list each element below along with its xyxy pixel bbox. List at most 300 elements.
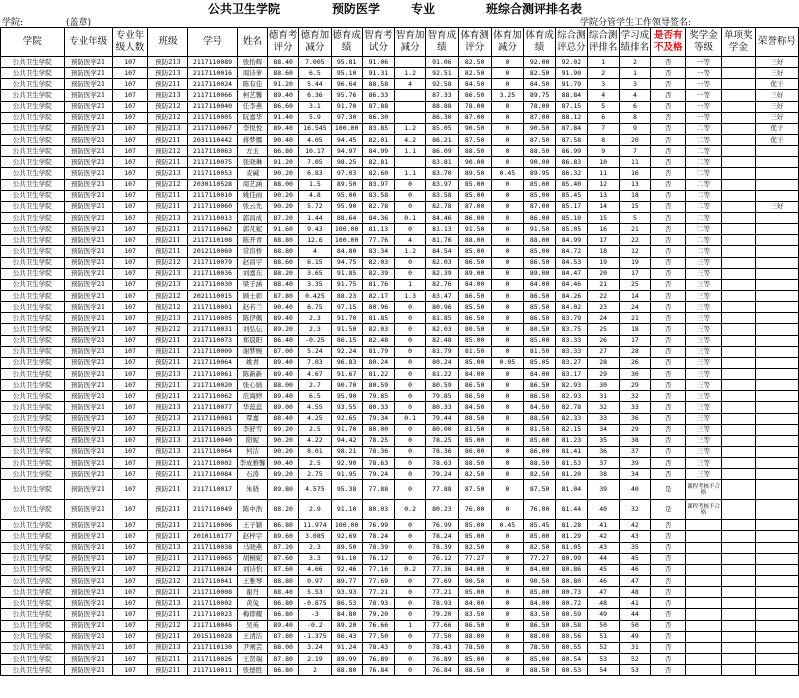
table-cell: 预防213 [148, 57, 188, 68]
table-cell: 三等 [686, 391, 722, 402]
table-cell: 0 [491, 480, 524, 500]
table-cell: 77.21 [425, 587, 458, 598]
column-header: 学号 [188, 28, 237, 57]
table-cell [755, 268, 798, 279]
table-cell: 马晓燕 [237, 542, 268, 553]
table-cell: 51 [587, 631, 619, 642]
table-cell: 45 [587, 564, 619, 575]
table-cell: 陈有佳 [237, 79, 268, 90]
table-cell: 0 [395, 609, 426, 620]
table-cell: 2117110062 [188, 224, 237, 235]
table-cell: 否 [651, 224, 686, 235]
table-cell: 107 [112, 101, 148, 112]
table-cell: 否 [651, 458, 686, 469]
table-cell: 预防医学21 [64, 279, 112, 290]
table-cell: 预防医学21 [64, 90, 112, 101]
table-cell: 0.97 [299, 576, 332, 587]
table-cell: 陈伊佩 [237, 313, 268, 324]
table-cell: 2117110079 [188, 257, 237, 268]
table-cell: 0 [395, 654, 426, 665]
table-cell: 0.1 [395, 413, 426, 424]
table-cell: 107 [112, 168, 148, 179]
table-cell: 公共卫生学院 [1, 212, 65, 223]
table-cell: 0 [491, 268, 524, 279]
table-cell: 0 [395, 598, 426, 609]
table-cell: 79.20 [362, 609, 395, 620]
table-cell: 84.53 [556, 257, 588, 268]
table-cell [721, 620, 755, 631]
table-cell: 预防医学21 [64, 402, 112, 413]
table-cell [755, 520, 798, 531]
table-row [1, 587, 799, 598]
column-header: 姓名 [237, 28, 268, 57]
table-cell: 预防医学21 [64, 480, 112, 500]
table-cell: 83.75 [556, 324, 588, 335]
table-cell: 79.44 [425, 413, 458, 424]
table-cell: 预防医学21 [64, 112, 112, 123]
table-cell: 三等 [686, 290, 722, 301]
table-cell: 1 [587, 57, 619, 68]
table-cell: 80.96 [362, 302, 395, 313]
table-cell: 82.50 [524, 68, 556, 79]
table-cell: 88.12 [556, 112, 588, 123]
table-cell: 王清洁 [237, 631, 268, 642]
table-cell [686, 531, 722, 542]
table-cell: 吴英 [237, 620, 268, 631]
table-cell: 姚青 [237, 357, 268, 368]
table-cell: 5 [619, 212, 651, 223]
table-cell: 90.50 [458, 576, 491, 587]
table-cell: 2117110024 [188, 564, 237, 575]
table-cell: 84.50 [458, 79, 491, 90]
table-cell: -0.2 [299, 620, 332, 631]
table-cell: 80.33 [362, 402, 395, 413]
table-row [1, 391, 799, 402]
table-cell: 5.53 [299, 587, 332, 598]
table-cell: 否 [651, 553, 686, 564]
table-cell: 89.40 [268, 313, 299, 324]
table-cell: 89.40 [268, 90, 299, 101]
table-cell: 0 [491, 435, 524, 446]
table-cell: 0 [395, 313, 426, 324]
table-cell [721, 553, 755, 564]
table-cell: 107 [112, 609, 148, 620]
table-cell: 90.00 [458, 157, 491, 168]
table-cell: 107 [112, 500, 148, 520]
table-cell: 预防213 [148, 168, 188, 179]
table-cell: 85.00 [458, 520, 491, 531]
table-cell: 公共卫生学院 [1, 665, 65, 676]
table-cell: 77.21 [362, 587, 395, 598]
table-cell: 107 [112, 380, 148, 391]
table-cell: 否 [651, 609, 686, 620]
table-cell: 107 [112, 246, 148, 257]
table-cell: 常资桥 [237, 246, 268, 257]
table-cell: 86.50 [524, 380, 556, 391]
table-cell: 0 [491, 235, 524, 246]
table-cell: 85.00 [524, 179, 556, 190]
table-row [1, 224, 799, 235]
table-cell: 32 [587, 402, 619, 413]
table-cell: 89.40 [268, 368, 299, 379]
table-cell: 11.974 [299, 520, 332, 531]
table-cell [686, 542, 722, 553]
table-cell: 34 [619, 469, 651, 480]
table-cell [395, 157, 426, 168]
table-cell [721, 190, 755, 201]
table-cell: 107 [112, 480, 148, 500]
table-cell: 预防医学21 [64, 302, 112, 313]
table-cell: 0 [395, 520, 426, 531]
table-cell: 84.00 [524, 598, 556, 609]
table-cell: 6.83 [299, 168, 332, 179]
table-cell: 86.60 [268, 101, 299, 112]
table-row [1, 469, 799, 480]
table-cell: 预防212 [148, 324, 188, 335]
table-cell: 预防医学21 [64, 469, 112, 480]
table-cell: 0 [395, 469, 426, 480]
table-cell: 三等 [686, 279, 722, 290]
table-cell: 二等 [686, 157, 722, 168]
table-cell: 39 [619, 458, 651, 469]
table-cell: 张心婧 [237, 380, 268, 391]
table-cell: 87.20 [268, 542, 299, 553]
table-row [1, 79, 799, 90]
table-cell: 97.30 [331, 112, 362, 123]
table-cell: 76.99 [362, 520, 395, 531]
table-cell: 3 [587, 79, 619, 90]
table-cell: 三等 [686, 469, 722, 480]
table-row [1, 402, 799, 413]
table-cell: 15 [587, 212, 619, 223]
table-cell: 三等 [686, 435, 722, 446]
table-cell: 84.26 [556, 290, 588, 301]
table-cell: 二等 [686, 201, 722, 212]
table-cell: 预防213 [148, 123, 188, 134]
table-cell: 0 [395, 224, 426, 235]
table-cell [721, 402, 755, 413]
table-cell: 29 [587, 368, 619, 379]
table-cell: 94.97 [331, 146, 362, 157]
table-cell [755, 212, 798, 223]
table-cell: 87.58 [556, 134, 588, 145]
table-cell: 107 [112, 279, 148, 290]
table-cell: 预防213 [148, 642, 188, 653]
table-cell: 107 [112, 598, 148, 609]
table-cell: 18 [619, 324, 651, 335]
table-cell: 公共卫生学院 [1, 168, 65, 179]
table-row [1, 654, 799, 665]
table-cell: 公共卫生学院 [1, 542, 65, 553]
table-row [1, 609, 799, 620]
table-cell: 91.60 [268, 224, 299, 235]
table-cell [755, 246, 798, 257]
table-cell: 83.81 [425, 157, 458, 168]
table-cell: 82.39 [362, 268, 395, 279]
table-cell: 87.33 [425, 90, 458, 101]
table-cell: 81.29 [556, 531, 588, 542]
table-cell: 方玉 [237, 146, 268, 157]
table-cell: 2 [619, 57, 651, 68]
table-cell [755, 313, 798, 324]
table-cell: 42 [619, 520, 651, 531]
table-cell [686, 587, 722, 598]
table-cell [686, 654, 722, 665]
table-cell: 预防医学21 [64, 598, 112, 609]
table-cell: 86.80 [268, 598, 299, 609]
table-cell: 82.93 [556, 380, 588, 391]
table-cell: 预防医学21 [64, 564, 112, 575]
table-cell: 85.50 [458, 302, 491, 313]
table-cell: 78.63 [425, 458, 458, 469]
table-cell: 预防212 [148, 576, 188, 587]
table-cell: 89.60 [268, 531, 299, 542]
table-cell: 刘嘉东 [237, 268, 268, 279]
table-cell: 2117110064 [188, 357, 237, 368]
table-cell: 107 [112, 620, 148, 631]
table-cell: 2117110062 [188, 391, 237, 402]
table-cell: 29 [619, 380, 651, 391]
table-cell: 91.90 [556, 68, 588, 79]
table-cell: 94.45 [331, 134, 362, 145]
table-cell: 49 [587, 609, 619, 620]
table-cell: 0.2 [395, 564, 426, 575]
table-cell: 预防212 [148, 146, 188, 157]
table-cell: 76.00 [524, 500, 556, 520]
table-cell: 86.00 [524, 212, 556, 223]
table-cell: 90.20 [268, 190, 299, 201]
table-cell: 18 [619, 190, 651, 201]
table-cell: 6.75 [299, 302, 332, 313]
table-cell [755, 235, 798, 246]
table-cell: 周诗萝 [237, 68, 268, 79]
table-cell: 公共卫生学院 [1, 268, 65, 279]
table-cell: 81.20 [556, 469, 588, 480]
table-cell [755, 391, 798, 402]
table-cell: 82.15 [556, 424, 588, 435]
table-cell: 否 [651, 598, 686, 609]
table-cell: 三等 [686, 346, 722, 357]
table-cell [755, 179, 798, 190]
table-cell: 107 [112, 79, 148, 90]
table-cell: 88.64 [331, 212, 362, 223]
table-cell: 2117110089 [188, 57, 237, 68]
table-cell [721, 564, 755, 575]
table-cell: 0 [395, 665, 426, 676]
table-cell [721, 346, 755, 357]
table-cell: 预防211 [148, 654, 188, 665]
table-cell [721, 279, 755, 290]
table-cell: 9.43 [299, 224, 332, 235]
table-cell: 82.17 [362, 290, 395, 301]
table-cell: 预防211 [148, 500, 188, 520]
table-cell: 80.00 [425, 424, 458, 435]
table-cell: 三等 [686, 380, 722, 391]
table-cell: 107 [112, 57, 148, 68]
table-cell: 80.24 [362, 357, 395, 368]
table-cell: 2117110030 [188, 279, 237, 290]
table-cell: 2117110063 [188, 146, 237, 157]
table-cell: 79.20 [425, 609, 458, 620]
table-cell [721, 146, 755, 157]
table-cell: 张晓琳 [237, 157, 268, 168]
table-cell: 12.6 [299, 235, 332, 246]
table-row [1, 665, 799, 676]
table-cell: 97.15 [331, 302, 362, 313]
table-cell: 82.50 [458, 469, 491, 480]
table-cell: 1.2 [395, 68, 426, 79]
table-cell [755, 631, 798, 642]
table-cell: 2117110008 [188, 587, 237, 598]
table-cell [755, 654, 798, 665]
table-cell: 80.53 [556, 665, 588, 676]
table-cell: 2117110077 [188, 402, 237, 413]
column-header: 智育成绩 [425, 28, 458, 57]
table-cell: 郑晨阳 [237, 335, 268, 346]
table-row [1, 212, 799, 223]
table-cell: 90.50 [458, 123, 491, 134]
table-cell: 0 [395, 179, 426, 190]
table-cell: 三好 [755, 68, 798, 79]
table-cell: 38 [619, 435, 651, 446]
table-cell: 88.80 [268, 246, 299, 257]
table-cell: 0 [395, 542, 426, 553]
table-cell: 10 [587, 157, 619, 168]
table-cell: 89.40 [268, 391, 299, 402]
table-row [1, 368, 799, 379]
table-cell: 90.50 [524, 576, 556, 587]
column-header: 班级 [148, 28, 188, 57]
table-cell: 85.40 [556, 179, 588, 190]
table-cell: 107 [112, 346, 148, 357]
table-cell: 0 [491, 564, 524, 575]
table-cell: 任李燕 [237, 101, 268, 112]
table-cell: 预防医学21 [64, 424, 112, 435]
table-cell: 91.10 [331, 500, 362, 520]
table-cell: 80.50 [458, 324, 491, 335]
table-cell: 91.31 [362, 68, 395, 79]
table-cell: 公共卫生学院 [1, 424, 65, 435]
table-row [1, 424, 799, 435]
table-cell: 83.97 [425, 179, 458, 190]
table-cell: 83.58 [362, 190, 395, 201]
table-cell: 88.00 [268, 642, 299, 653]
column-header: 体育成绩 [524, 28, 556, 57]
table-cell: 顾士彰 [237, 290, 268, 301]
table-cell: 0 [491, 246, 524, 257]
table-cell: 郭芃妮 [237, 224, 268, 235]
table-cell: 公共卫生学院 [1, 413, 65, 424]
table-cell: 84.80 [331, 246, 362, 257]
table-cell: 80.24 [425, 357, 458, 368]
table-cell: 107 [112, 520, 148, 531]
table-cell: 公共卫生学院 [1, 123, 65, 134]
table-cell: 84.00 [458, 368, 491, 379]
table-cell: 79.24 [425, 469, 458, 480]
table-cell: 80.23 [425, 500, 458, 520]
table-cell: 0 [491, 335, 524, 346]
table-cell: 否 [651, 357, 686, 368]
table-cell: 80.59 [556, 609, 588, 620]
table-cell: 89.20 [331, 620, 362, 631]
table-cell: 86.30 [362, 112, 395, 123]
table-cell: 胡桐妮 [237, 553, 268, 564]
table-cell: 37 [619, 446, 651, 457]
table-cell [755, 446, 798, 457]
table-cell: 三好 [755, 112, 798, 123]
table-cell: 公共卫生学院 [1, 101, 65, 112]
table-cell: 公共卫生学院 [1, 480, 65, 500]
table-cell: 86.43 [331, 631, 362, 642]
table-cell: 12 [587, 179, 619, 190]
table-cell: 88.60 [268, 68, 299, 79]
table-cell: 公共卫生学院 [1, 531, 65, 542]
table-cell: 107 [112, 179, 148, 190]
table-cell: 107 [112, 469, 148, 480]
table-cell: 84.46 [556, 279, 588, 290]
table-cell: 83.33 [556, 346, 588, 357]
table-cell: -0.25 [299, 335, 332, 346]
table-cell: 三好 [755, 201, 798, 212]
table-cell: 课程考核不合格 [686, 500, 722, 520]
table-cell: 预防213 [148, 446, 188, 457]
table-cell: 一等 [686, 68, 722, 79]
table-cell: 88.50 [524, 665, 556, 676]
table-cell: 2117110040 [188, 435, 237, 446]
table-cell: 一等 [686, 79, 722, 90]
table-row [1, 446, 799, 457]
table-cell: 82.01 [362, 134, 395, 145]
table-cell: 82.78 [362, 201, 395, 212]
table-cell: 35 [619, 542, 651, 553]
table-cell [721, 357, 755, 368]
table-cell: 80.59 [362, 380, 395, 391]
table-cell: 预防213 [148, 279, 188, 290]
table-cell: 86.50 [458, 380, 491, 391]
table-cell: 否 [651, 576, 686, 587]
table-cell: 公共卫生学院 [1, 609, 65, 620]
table-cell: 52 [619, 654, 651, 665]
table-cell: 80.00 [362, 424, 395, 435]
table-cell: 8 [587, 134, 619, 145]
table-cell: 预防医学21 [64, 201, 112, 212]
table-cell: 107 [112, 157, 148, 168]
table-cell: 92.24 [331, 346, 362, 357]
table-cell: 预防医学21 [64, 631, 112, 642]
table-cell: 预防医学21 [64, 268, 112, 279]
table-cell: 预防211 [148, 201, 188, 212]
table-cell: 否 [651, 190, 686, 201]
table-cell: 89.50 [331, 179, 362, 190]
table-cell: 35 [587, 435, 619, 446]
table-cell: 26 [587, 335, 619, 346]
column-header: 奖学金等级 [686, 28, 722, 57]
table-cell: 优干 [755, 123, 798, 134]
table-cell: 83.58 [425, 190, 458, 201]
table-cell: 预防211 [148, 553, 188, 564]
table-cell: 107 [112, 146, 148, 157]
table-cell: 16 [587, 224, 619, 235]
table-cell [755, 576, 798, 587]
major-label: 专业 [411, 2, 436, 16]
table-cell: 84.00 [524, 368, 556, 379]
table-cell: 49 [619, 631, 651, 642]
table-cell: 否 [651, 57, 686, 68]
table-cell: 98.25 [331, 157, 362, 168]
table-cell: 54 [587, 665, 619, 676]
table-cell: 0 [395, 357, 426, 368]
table-cell [721, 368, 755, 379]
